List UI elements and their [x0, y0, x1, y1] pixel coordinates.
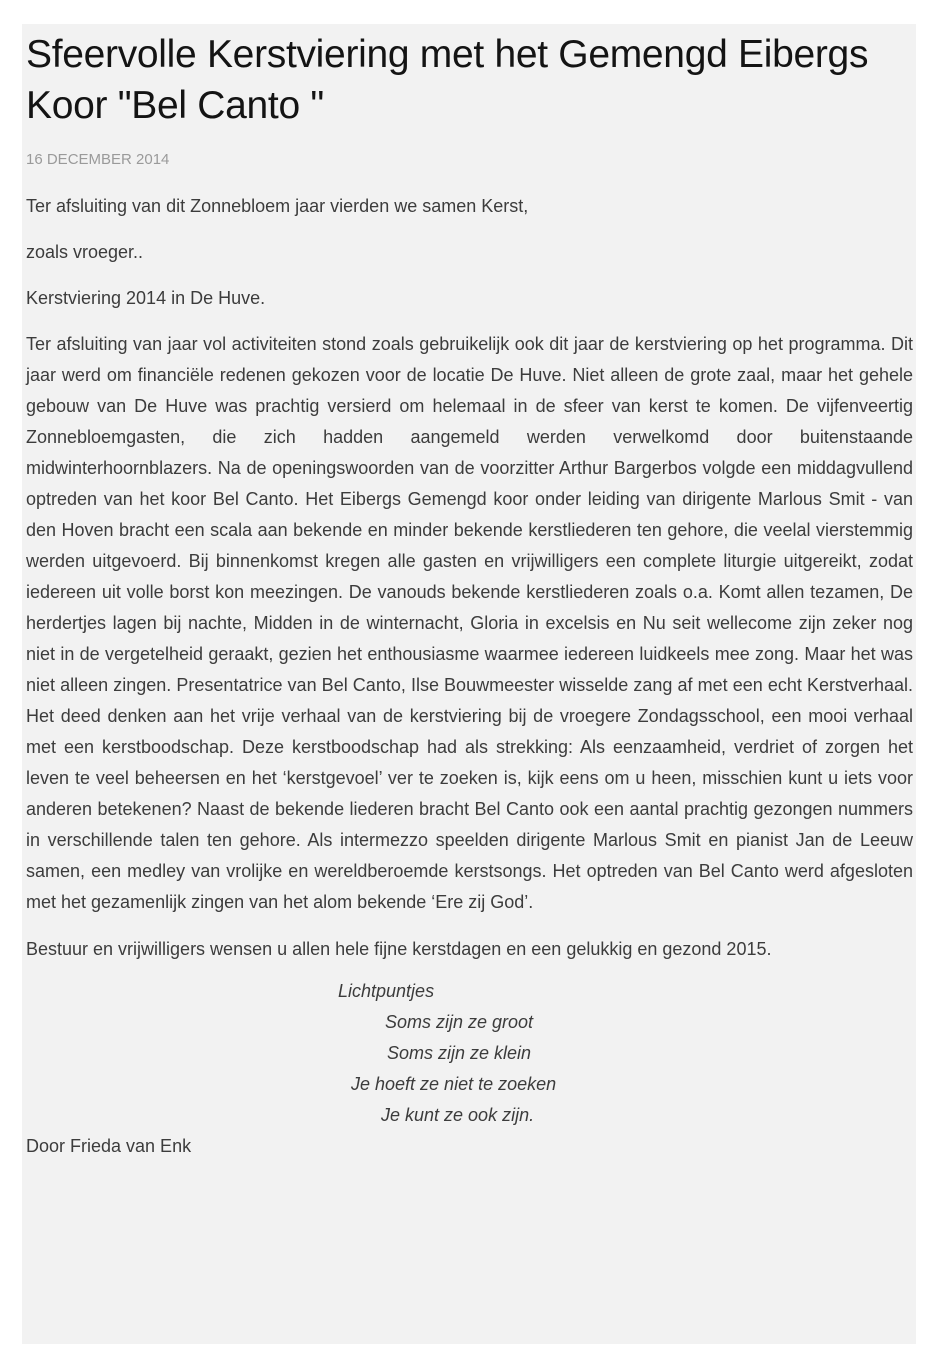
- article-date: 16 DECEMBER 2014: [26, 151, 170, 168]
- article-author: Door Frieda van Enk: [26, 1136, 192, 1156]
- poem-line: Soms zijn ze klein: [387, 1043, 532, 1063]
- intro-line: Ter afsluiting van dit Zonnebloem jaar vierden we samen Kerst,: [26, 196, 529, 216]
- article-title: Sfeervolle Kerstviering met het Gemengd Eibergs Koor "Bel Canto ": [26, 33, 869, 127]
- closing-wish: Bestuur en vrijwilligers wensen u allen hele fijne kerstdagen en een gelukkig en gezond 2015.: [26, 939, 772, 959]
- poem-title: Lichtpuntjes: [338, 981, 435, 1001]
- poem-line: Soms zijn ze groot: [385, 1012, 534, 1032]
- intro-line: zoals vroeger..: [26, 242, 144, 262]
- article-body: Ter afsluiting van jaar vol activiteiten stond zoals gebruikelijk ook dit jaar de kerstviering op het programma. Dit jaar werd om financiële redenen gekozen voor de locatie De Huve. Niet alleen de grote zaal, maar het gehele gebouw van De Huve was prachtig versierd om helemaal in de sfeer van kerst te komen. De vijfenveertig Zonnebloemgasten, die zich hadden aangemeld werden verwelkomd door buitenstaande midwinterhoornblazers. Na de openingswoorden van de voorzitter Arthur Bargerbos volgde een middagvullend optreden van het koor Bel Canto. Het Eibergs Gemengd koor onder leiding van dirigente Marlous Smit - van den Hoven bracht een scala aan bekende en minder bekende kerstliederen ten gehore, die veelal vierstemmig werden uitgevoerd. Bij binnenkomst kregen alle gasten en vrijwilligers een complete liturgie uitgereikt, zodat iedereen uit volle borst kon meezingen. De vanouds bekende kerstliederen zoals o.a. Komt allen tezamen, De herdertjes lagen bij nachte, Midden in de winternacht, Gloria in excelsis en Nu seit wellecome zijn zeker nog niet in de vergetelheid geraakt, gezien het enthousiasme waarmee iedereen luidkeels mee zong. Maar het was niet alleen zingen. Presentatrice van Bel Canto, Ilse Bouwmeester wisselde zang af met een echt Kerstverhaal. Het deed denken aan het vrije verhaal van de kerstviering bij de vroegere Zondagsschool, een mooi verhaal met een kerstboodschap. Deze kerstboodschap had als strekking: Als eenzaamheid, verdriet of zorgen het leven te veel beheersen en het ‘kerstgevoel’ ver te zoeken is, kijk eens om u heen, misschien kunt u iets voor anderen betekenen? Naast de bekende liederen bracht Bel Canto ook een aantal prachtig gezongen nummers in verschillende talen ten gehore. Als intermezzo speelden dirigente Marlous Smit en pianist Jan de Leeuw samen, een medley van vrolijke en wereldberoemde kerstsongs. Het optreden van Bel Canto werd afgesloten met het gezamenlijk zingen van het alom bekende ‘Ere zij God’.: [26, 334, 913, 912]
- article-page: [22, 24, 916, 1344]
- poem: [26, 976, 913, 1131]
- intro-line: Kerstviering 2014 in De Huve.: [26, 288, 266, 308]
- poem-line: Je kunt ze ook zijn.: [381, 1105, 535, 1125]
- poem-line: Je hoeft ze niet te zoeken: [351, 1074, 557, 1094]
